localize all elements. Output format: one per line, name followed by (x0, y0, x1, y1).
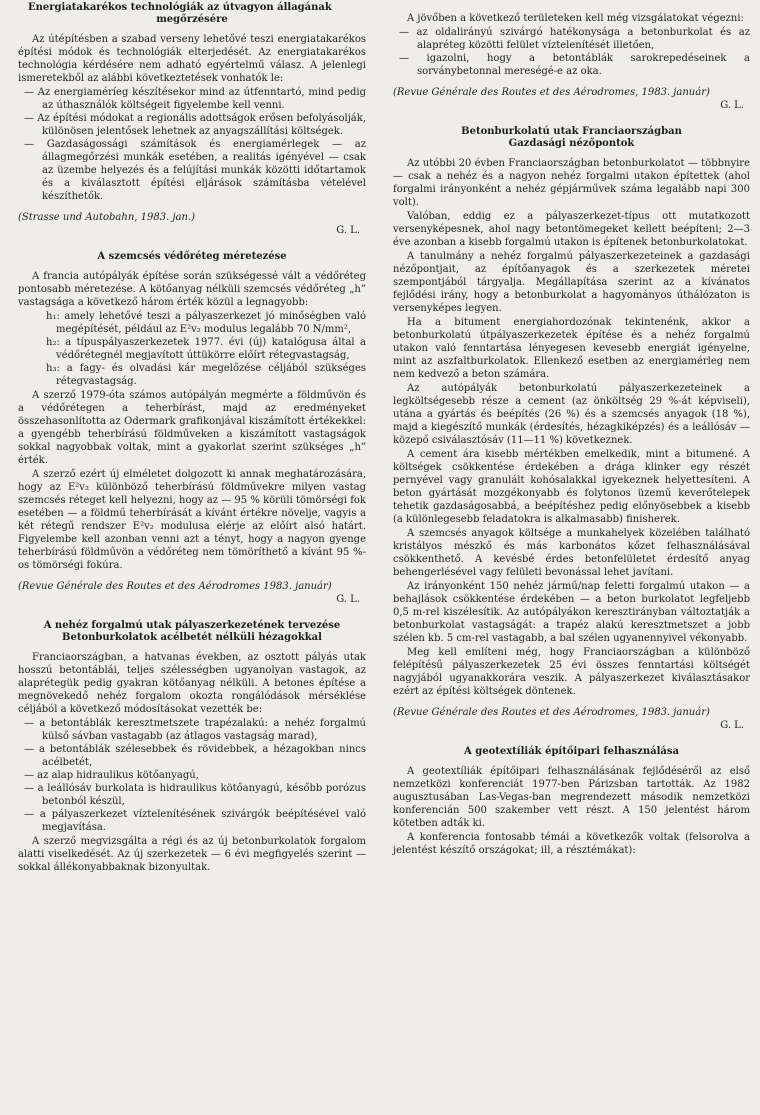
article-title (28, 2, 356, 26)
paragraph: A szerző 1979-óta számos autópályán megmérte a földművön és a védőrétegen a teherbírást, majd az eredményeket összehasonlította az Odermark grafikonjával kiszámított értékekkel: a gyengébb teherbírású földműveken a kiszámított vastagságok sokkal nagyobbak voltak, mint a gyakorlat szerint szükséges „h” érték. (18, 390, 366, 466)
article-title-line2: Gazdasági nézőpontok (508, 138, 635, 149)
article-title-line1: A nehéz forgalmú utak pályaszerkezetének tervezése (43, 620, 341, 631)
source-citation: (Strasse und Autobahn, 1983. jan.) (18, 212, 196, 223)
left-column (18, 2, 366, 888)
article-title-line2: Betonburkolatok acélbetét nélküli hézagokkal (62, 632, 322, 643)
article-protective-layer (18, 251, 366, 606)
paragraph: A jövőben a következő területeken kell még vizsgálatokat végezni: (407, 13, 744, 24)
paragraph: A szerző ezért új elméletet dolgozott ki annak meghatározására, hogy az E²v₂ különböző teherbírású földművekre milyen vastag szemcsés réteget kell helyezni, hogy az — 95 % körüli tömörségi fok esetében — a földmű teherbírását a kívánt értékre növelje, vagyis a két rétegű rendszer E²v₂ modulusa elérje az előírt alsó határt. Figyelembe kell azonban venni azt a tényt, hogy a nagyon gyenge teherbírású földművön a védőréteg nem tömöríthető a kívánt 95 %-os tömörségi fokúra. (18, 469, 366, 571)
list-item: — a pályaszerkezet víztelenítésének szivárgók beépítésével való megjavítása. (24, 809, 366, 833)
paragraph: A tanulmány a nehéz forgalmú pályaszerkezeteinek a gazdasági nézőpontjait, az építőanyagok és a szerkezetek méretei szempontjából tárgyalja. Megállapítása szerint az a kívánatos fejlődési irány, hogy a betonburkolat a hagyományos úthálózaton is versenyképes legyen. (393, 251, 750, 314)
list-item: — igazolni, hogy a betontáblák sarokrepedéseinek a sorványbetonnal mereségé-e az oka. (399, 53, 750, 77)
paragraph: A konferencia fontosabb témái a következők voltak (felsorolva a jelentést készítő országokat; ill, a résztémákat): (393, 832, 750, 856)
article-title (393, 126, 750, 150)
dash-list (18, 86, 366, 203)
list-item: — a leállósáv burkolata is hidraulikus kötőanyagú, később porózus betonból készül, (24, 783, 366, 807)
h-value-list (18, 310, 366, 388)
article-title (18, 620, 366, 644)
paragraph: A geotextíliák építőipari felhasználásának fejlődéséről az első nemzetközi konferenciát 1977-ben Párizsban tartották. Az 1982 augusztusában Las-Vegas-ban megrendezett második nemzetközi konferencián 500 szakember vett részt. A 150 jelentést három kötetben adták ki. (393, 766, 750, 829)
paragraph: Az autópályák betonburkolatú pályaszerkezeteinek a legköltségesebb része a cement (az önköltség 29 %-át képviseli), utána a gyártás és beépítés (26 %) és a szemcsés anyagok (18 %), majd a kiegészítő munkák (érdesítés, hézagkiképzés) és a leállósáv — közepő csiválasztósáv (11—11 %) következnek. (393, 383, 750, 446)
paragraph: Franciaországban, a hatvanas években, az osztott pályás utak hosszú betontáblái, teljes szélességben ugyanolyan vastagok, az alaprétegük pedig gyakran kötőanyag nélküli. A betones építése a megnövekedő nehéz forgalom okozta rongálódások mérséklése céljából a következő módosításokat vezették be: (18, 652, 366, 715)
paragraph: A cement ára kisebb mértékben emelkedik, mint a bitumené. A költségek csökkentése érdekében a drága klinker egy részét pernyével vagy granulált kohósalakkal igyekeznek helyettesíteni. A beton gyártását mozgékonyabb és folytonos üzemű keverőtelepek tehetik gazdaságosabbá, a beépítéshez pedig előnyösebbek a kisebb (a különlegesebb feladatokra is alkalmasabb) finisherek. (393, 449, 750, 525)
paragraph: Az útépítésben a szabad verseny lehetővé teszi energiatakarékos építési módok és technológiák elterjedését. Az energiatakarékos technológia kérdésére nem adható egyértelmű válasz. A jelenlegi ismeretekből az alábbi következtetések vonhatók le: (18, 34, 366, 84)
right-column (393, 2, 750, 871)
article-concrete-roads-france (393, 126, 750, 732)
list-item: — Az építési módokat a regionális adottságok erősen befolyásolják, különösen jelentősek lehetnek az anyagszállítási költségek. (24, 113, 366, 137)
author-signature: G. L. (720, 720, 744, 731)
article-title-line2: megőrzésére (156, 14, 228, 25)
article-title-line1: Betonburkolatú utak Franciaországban (461, 126, 682, 137)
article-heavy-traffic-design (18, 620, 366, 874)
paragraph: Valóban, eddig ez a pályaszerkezet-típus ott mutatkozott versenyképesnek, ahol nagy betontömegeket kellett beépíteni; 2—3 éve azonban a kisebb forgalmú utakon is építenek betonburkolatokat. (393, 211, 750, 248)
article-title: A geotextíliák építőipari felhasználása (463, 746, 680, 757)
paragraph: Meg kell említeni még, hogy Franciaországban a különböző felépítésű pályaszerkezetek 25 évi összes fenntartási költségét nagyjából ugyanakkorára veszik. A pályaszerkezet kiválasztásakor ezért az építési költségek döntenek. (393, 647, 750, 697)
dash-list (393, 26, 750, 78)
article-title: A szemcsés védőréteg méretezése (97, 251, 287, 262)
list-item: h₃: a fagy- és olvadási kár megelőzése céljából szükséges rétegvastagság. (46, 363, 366, 387)
paragraph: Az irányonként 150 nehéz jármű/nap feletti forgalmú utakon — a behajlások csökkentése érdekében — a beton burkolatot legfeljebb 0,5 m-rel kiszélesítik. Az autópályákon keresztirányban változtatják a betonburkolat vastagságát: a trapéz alakú keresztmetszet a jobb szélen kb. 5 cm-rel vastagabb, a bal szélen ugyanennyivel vékonyabb. (393, 581, 750, 644)
paragraph: A szemcsés anyagok költsége a munkahelyek közelében található kristályos mészkő és más karbonátos kőzet felhasználásával csökkenthető. A kevésbé érdes betonfelületet érdesítő anyag behengerlésével vagy felületi bevonással lehet javítani. (393, 528, 750, 578)
author-signature: G. L. (336, 225, 360, 236)
author-signature: G. L. (336, 594, 360, 605)
list-item: h₂: a típuspályaszerkezetek 1977. évi (új) katalógusa által a védőrétegnél megjavított úttükörre előírt rétegvastagság, (46, 337, 366, 361)
source-citation: (Revue Générale des Routes et des Aérodromes 1983. január) (18, 581, 332, 592)
paragraph: Az utóbbi 20 évben Franciaországban betonburkolatot — többnyire — csak a nehéz és a nagyon nehéz forgalmi utakon építettek (ahol forgalmi irányonként a nehéz gépjárművek száma legalább napi 300 volt). (393, 158, 750, 208)
list-item: — a betontáblák keresztmetszete trapézalakú: a nehéz forgalmú külső sávban vastagabb (az átlagos vastagság marad), (24, 718, 366, 742)
article-energy-saving (18, 2, 366, 237)
list-item: — az alap hidraulikus kötőanyagú, (24, 770, 199, 781)
list-item: — az oldalirányú szivárgó hatékonysága a betonburkolat és az alapréteg közötti felület víztelenítését illetően, (399, 27, 750, 51)
list-item: — a betontáblák szélesebbek és rövidebbek, a hézagokban nincs acélbetét, (24, 744, 366, 768)
list-item: — Gazdaságossági számítások és energiamérlegek — az állagmegőrzési munkák esetében, a realitás igényével — csak az üzembe helyezés és a felújítási munkák közötti időtartamok és a kiválasztott építési eljárások számításba vételével készíthetők. (24, 139, 366, 202)
article-continuation (393, 12, 750, 112)
source-citation: (Revue Générale des Routes et des Aérodromes, 1983. január) (393, 87, 710, 98)
paragraph: Ha a bitument energiahordozónak tekintenénk, akkor a betonburkolatú útpályaszerkezetek építése és a nehéz forgalmú utakon való fenntartása lényegesen kevesebb energiát igényelne, mint az aszfaltburkolatok. Ellenkező esetben az energiamérleg nem nem kedvező a beton számára. (393, 317, 750, 380)
author-signature: G. L. (720, 100, 744, 111)
paragraph: A francia autópályák építése során szükségessé vált a védőréteg pontosabb méretezése. A kötőanyag nélküli szemcsés védőréteg „h” vastagsága a következő három érték közül a legnagyobb: (18, 271, 366, 308)
list-item: h₁: amely lehetővé teszi a pályaszerkezet jó minőségben való megépítését, például az E²v₂ modulus legalább 70 N/mm², (46, 311, 366, 335)
list-item: — Az energiaméríeg készítésekor mind az útfenntartó, mind pedig az úthasználók költségeit figyelembe kell venni. (24, 87, 366, 111)
article-geotextiles (393, 746, 750, 857)
source-citation: (Revue Générale des Routes et des Aérodromes, 1983. január) (393, 707, 710, 718)
article-title-line1: Energiatakarékos technológiák az útvagyon állagának (28, 2, 332, 13)
paragraph: A szerző megvizsgálta a régi és az új betonburkolatok forgalom alatti viselkedését. Az új szerkezetek — 6 évi megfigyelés szerint — sokkal állékonyabbaknak bizonyultak. (18, 836, 366, 873)
dash-list (18, 717, 366, 834)
